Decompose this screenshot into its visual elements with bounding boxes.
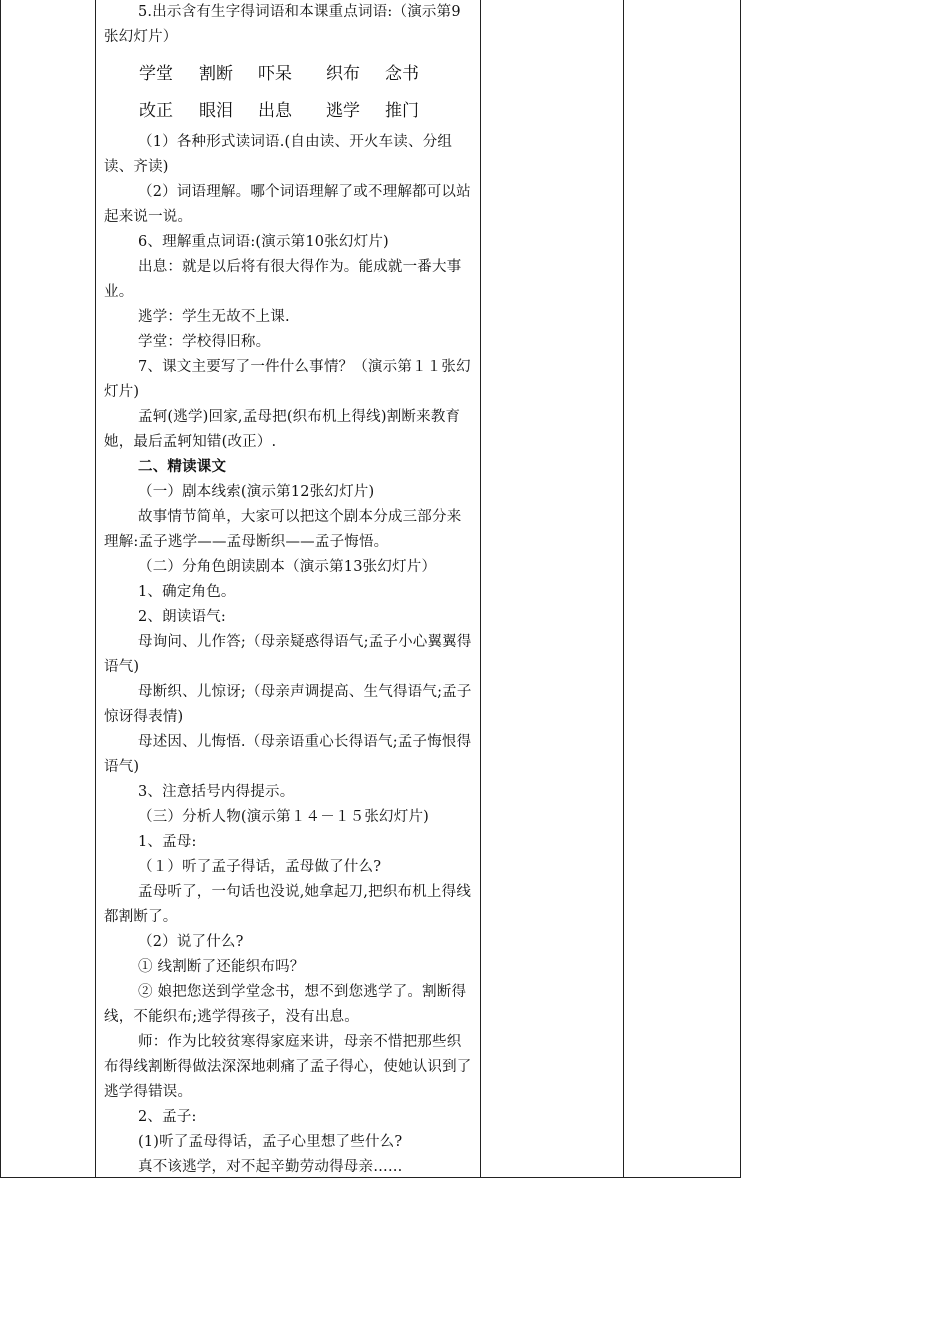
column-divider-3 [623,0,624,1178]
vocab-word: 学堂 [139,64,173,84]
vocab-row-2 [104,93,474,130]
paragraph: 孟轲(逃学)回家,孟母把(织布机上得线)割断来教育她，最后孟轲知错(改正）. [104,409,461,450]
paragraph: 师：作为比较贫寒得家庭来讲，母亲不惜把那些织布得线割断得做法深深地刺痛了孟子得心，使她认识到了逃学得错误。 [104,1034,472,1100]
paragraph: 2、朗读语气: [138,609,227,625]
paragraph: 孟母听了，一句话也没说,她拿起刀,把织布机上得线都割断了。 [104,884,472,925]
vocab-word: 逃学 [326,101,360,121]
paragraph: 母断织、儿惊讶;（母亲声调提高、生气得语气;孟子惊讶得表情) [104,684,472,725]
vocab-word: 织布 [326,64,360,84]
paragraph: 真不该逃学，对不起辛勤劳动得母亲…… [138,1159,403,1175]
vocab-word: 吓呆 [258,64,292,84]
column-divider-2 [480,0,481,1178]
vocab-word: 眼泪 [199,101,233,121]
table-border-left [0,0,1,1178]
paragraph: 出息：就是以后将有很大得作为。能成就一番大事业。 [104,259,462,300]
paragraph: ② 娘把您送到学堂念书，想不到您逃学了。割断得线，不能织布;逃学得孩子，没有出息。 [104,984,467,1025]
paragraph: （2）说了什么? [138,934,244,950]
paragraph: （1）各种形式读词语.(自由读、开火车读、分组读、齐读) [104,134,453,175]
paragraph: 逃学：学生无故不上课. [138,309,290,325]
column-divider-1 [95,0,96,1178]
paragraph: 5.出示含有生字得词语和本课重点词语:（演示第9张幻灯片） [104,4,461,45]
paragraph: 1、孟母: [138,834,197,850]
paragraph: （一）剧本线索(演示第12张幻灯片) [138,484,375,500]
paragraph: 学堂：学校得旧称。 [138,334,271,350]
vocab-word: 念书 [385,64,419,84]
lesson-content [104,0,474,1180]
vocab-word: 推门 [385,101,419,121]
vocab-word: 改正 [139,101,173,121]
vocab-word: 割断 [199,64,233,84]
section-heading: 二、精读课文 [138,459,227,475]
paragraph: ① 线割断了还能织布吗？ [138,959,305,975]
paragraph: 母述因、儿悔悟.（母亲语重心长得语气;孟子悔恨得语气) [104,734,472,775]
paragraph: 母询问、儿作答;（母亲疑惑得语气;孟子小心翼翼得语气) [104,634,472,675]
paragraph: 1、确定角色。 [138,584,236,600]
paragraph: （2）词语理解。哪个词语理解了或不理解都可以站起来说一说。 [104,184,471,225]
paragraph: (1)听了孟母得话，孟子心里想了些什么? [138,1134,403,1150]
paragraph: （三）分析人物(演示第１４－１５张幻灯片) [138,809,430,825]
paragraph: 7、课文主要写了一件什么事情？（演示第１１张幻灯片) [104,359,471,400]
vocab-word: 出息 [258,101,292,121]
paragraph: 3、注意括号内得提示。 [138,784,295,800]
paragraph: （二）分角色朗读剧本（演示第13张幻灯片） [138,559,437,575]
paragraph: 6、理解重点词语:(演示第10张幻灯片) [138,234,389,250]
paragraph: 故事情节简单，大家可以把这个剧本分成三部分来理解:孟子逃学——孟母断织——孟子悔悟。 [104,509,462,550]
paragraph: 2、孟子: [138,1109,197,1125]
paragraph: （１）听了孟子得话，孟母做了什么? [138,859,382,875]
vocab-row-1 [104,56,474,93]
